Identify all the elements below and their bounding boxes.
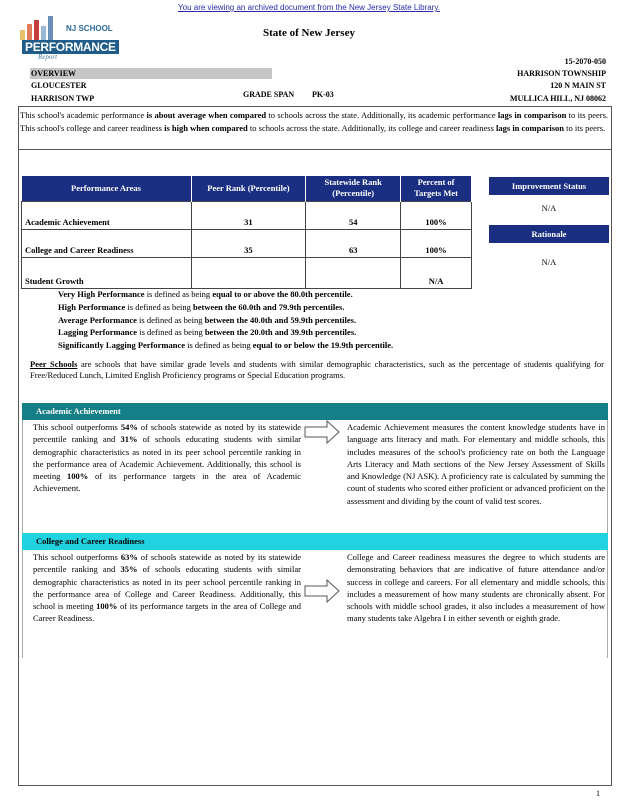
legend-high: High Performance is defined as being between the 60.0th and 79.9th percentiles. <box>58 302 345 312</box>
peer-rank-cell <box>191 257 306 288</box>
col-header-state: Statewide Rank (Percentile) <box>306 176 401 201</box>
performance-table <box>21 176 472 289</box>
academic-left-text: This school outperforms 54% of schools statewide as noted by its statewide percentile ranking and 31% of schools educating students with similar demographic characteristics as noted in its peer school percentile ranking in the performance area of Academic Achievement. Additionally, this school is meeting 100% of its performance targets in the area of Academic Achievement. <box>33 422 302 494</box>
logo-line2: PERFORMANCE <box>22 40 119 54</box>
area-cell: Student Growth <box>22 257 192 288</box>
col-header-peer: Peer Rank (Percentile) <box>191 176 306 201</box>
rationale-header: Rationale <box>489 225 609 243</box>
improvement-status-header: Improvement Status <box>489 177 609 195</box>
state-rank-cell: 54 <box>306 201 401 229</box>
grade-span-label: GRADE SPAN <box>243 90 295 99</box>
academic-right-text: Academic Achievement measures the content knowledge students have in language arts literacy and math. For elementary and middle schools, this includes measures of the school's proficiency rate on both the Language Arts Literacy and Math sections of the New Jersey Assessment of Skills and Knowledge (NJ ASK). A proficiency rate is calculated by summing the count of students who scored either proficient or advanced proficient on the assessment and dividing by the count of valid test scores. <box>347 422 605 506</box>
overview-label: OVERVIEW <box>31 69 77 78</box>
legend-very-high: Very High Performance is defined as being equal to or above the 80.0th percentile. <box>58 289 353 299</box>
table-row <box>22 229 472 257</box>
col-header-targets: Percent of Targets Met <box>401 176 472 201</box>
state-rank-cell <box>306 257 401 288</box>
page-number: 1 <box>596 789 600 798</box>
logo-line1: NJ SCHOOL <box>66 24 113 33</box>
college-section-header: College and Career Readiness <box>22 533 608 550</box>
table-row <box>22 257 472 288</box>
area-cell: Academic Achievement <box>22 201 192 229</box>
academic-section-header: Academic Achievement <box>22 403 608 420</box>
targets-cell: N/A <box>401 257 472 288</box>
school-address-line1: 120 N MAIN ST <box>550 81 606 90</box>
right-arrow-icon <box>303 419 341 445</box>
targets-cell: 100% <box>401 201 472 229</box>
page-title: State of New Jersey <box>263 27 355 39</box>
peer-rank-cell: 35 <box>191 229 306 257</box>
school-address-line2: MULLICA HILL, NJ 08062 <box>509 94 606 103</box>
col-header-area: Performance Areas <box>22 176 192 201</box>
logo-line3: Report <box>38 53 58 61</box>
legend-average: Average Performance is defined as being between the 40.0th and 59.9th percentiles. <box>58 315 357 325</box>
divider <box>18 149 612 150</box>
nj-school-performance-logo <box>18 16 118 62</box>
summary-paragraph: This school's academic performance is about average when compared to schools across the state. Additionally, its academic performance lags in comparison to its peers. This school's college and career readiness is high when compared to schools across the state. Additionally, its college and career readiness lags in comparison to its peers. <box>20 110 608 133</box>
college-left-text: This school outperforms 63% of schools statewide as noted by its statewide percentile ranking and 35% of schools educating students with similar demographic characteristics as noted in its peer school percentile ranking in the performance area of College and Career Readiness. Additionally, this school is meeting 100% of its performance targets in the area of College and Career Readiness. <box>33 552 302 624</box>
peer-rank-cell: 31 <box>191 201 306 229</box>
grade-span-value: PK-03 <box>312 90 334 99</box>
college-right-text: College and Career readiness measures the degree to which students are demonstrating behaviors that are indicative of future attendance and/or success in college and careers. For all elementary and middle schools, this includes a measurement of how many students are chronically absent. For schools with middle school grades, it also includes a measurement of how many students take Algebra I in either seventh or eighth grade. <box>347 552 605 624</box>
school-name: HARRISON TOWNSHIP <box>517 69 606 78</box>
rationale-value: N/A <box>541 257 557 267</box>
table-row <box>22 201 472 229</box>
targets-cell: 100% <box>401 229 472 257</box>
state-rank-cell: 63 <box>306 229 401 257</box>
legend-lagging: Lagging Performance is defined as being between the 20.0th and 39.9th percentiles. <box>58 327 357 337</box>
county-name: GLOUCESTER <box>31 81 87 90</box>
legend-significantly-lagging: Significantly Lagging Performance is defined as being equal to or below the 19.9th percentile. <box>58 340 394 350</box>
area-cell: College and Career Readiness <box>22 229 192 257</box>
archive-banner-link[interactable]: You are viewing an archived document from the New Jersey State Library. <box>178 3 440 12</box>
district-name: HARRISON TWP <box>31 94 95 103</box>
right-arrow-icon <box>303 578 341 604</box>
improvement-status-value: N/A <box>541 203 557 213</box>
school-code: 15-2070-050 <box>564 57 606 66</box>
peer-schools-definition: Peer Schools are schools that have similar grade levels and students with similar demographic characteristics, such as the percentage of students qualifying for Free/Reduced Lunch, Limited English Proficiency programs or Special Education programs. <box>30 359 604 380</box>
